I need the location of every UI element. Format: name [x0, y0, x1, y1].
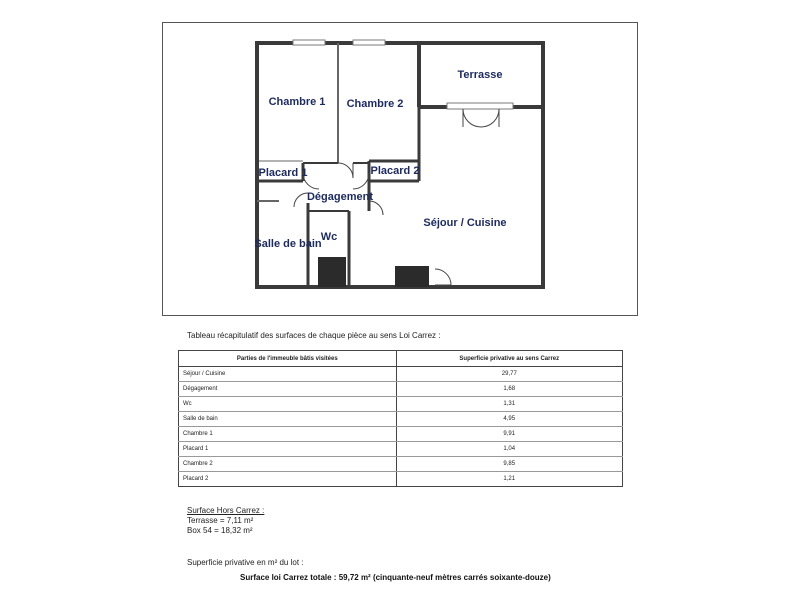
- table-row: [179, 457, 623, 472]
- row-surface: 1,21: [396, 472, 622, 487]
- table-caption: Tableau récapitulatif des surfaces de chaque pièce au sens Loi Carrez :: [187, 331, 441, 340]
- row-part: Chambre 2: [179, 457, 397, 472]
- column-header-parties: Parties de l'immeuble bâtis visitées: [179, 351, 397, 367]
- hors-carrez-box: Box 54 = 18,32 m²: [187, 526, 253, 535]
- surface-table: [178, 350, 623, 487]
- room-label-wc: Wc: [320, 231, 338, 243]
- room-label-chambre-2: Chambre 2: [346, 98, 404, 110]
- room-label-placard-2: Placard 2: [370, 165, 420, 177]
- table-row: [179, 382, 623, 397]
- row-surface: 9,85: [396, 457, 622, 472]
- table-row: [179, 472, 623, 487]
- total-carrez-surface: Surface loi Carrez totale : 59,72 m² (cinquante-neuf mètres carrés soixante-douze): [240, 573, 551, 582]
- table-row: [179, 412, 623, 427]
- row-part: Dégagement: [179, 382, 397, 397]
- lot-surface-label: Superficie privative en m² du lot :: [187, 558, 304, 567]
- room-label-chambre-1: Chambre 1: [268, 96, 326, 108]
- row-part: Salle de bain: [179, 412, 397, 427]
- table-header-row: [179, 351, 623, 367]
- table-row: [179, 367, 623, 382]
- table-row: [179, 427, 623, 442]
- hors-carrez-terrasse: Terrasse = 7,11 m²: [187, 516, 254, 525]
- row-surface: 1,04: [396, 442, 622, 457]
- hors-carrez-title: Surface Hors Carrez :: [187, 506, 265, 515]
- room-label-terrasse: Terrasse: [457, 69, 503, 81]
- row-part: Chambre 1: [179, 427, 397, 442]
- row-part: Placard 2: [179, 472, 397, 487]
- floor-plan: [162, 22, 638, 316]
- row-surface: 9,91: [396, 427, 622, 442]
- row-part: Placard 1: [179, 442, 397, 457]
- row-surface: 1,31: [396, 397, 622, 412]
- room-label-salle-de-bain: Salle de bain: [254, 238, 322, 250]
- row-part: Séjour / Cuisine: [179, 367, 397, 382]
- floor-plan-drawing: [163, 23, 639, 317]
- row-surface: 4,95: [396, 412, 622, 427]
- room-label-degagement: Dégagement: [306, 191, 374, 203]
- row-surface: 1,68: [396, 382, 622, 397]
- table-row: [179, 442, 623, 457]
- hors-carrez-block: [187, 506, 264, 536]
- room-label-placard-1: Placard 1: [258, 167, 308, 179]
- room-label-sejour-cuisine: Séjour / Cuisine: [423, 217, 507, 229]
- table-row: [179, 397, 623, 412]
- column-header-superficie: Superficie privative au sens Carrez: [396, 351, 622, 367]
- row-part: Wc: [179, 397, 397, 412]
- row-surface: 29,77: [396, 367, 622, 382]
